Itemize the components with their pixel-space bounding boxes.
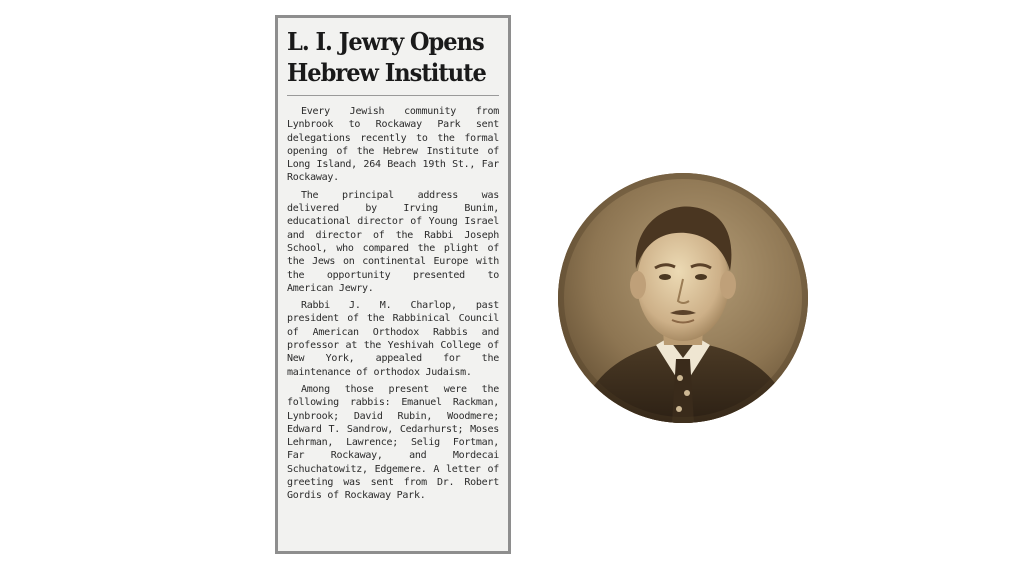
portrait-photo: [558, 173, 808, 423]
clipping-paragraph-3: Rabbi J. M. Charlop, past president of the Rabbinical Council of American Orthodox Rabbis and professor at the Yeshivah College of New York, appealed for the maintenance of orthodox Judaism.: [287, 300, 499, 378]
clipping-paragraph-2: The principal address was delivered by Irving Bunim, educational director of Young Israel and director of the Rabbi Joseph School, who compared the plight of the Jews on continental Europe with the opportunity presented to American Jewry.: [287, 189, 499, 294]
headline-divider: [287, 95, 499, 96]
newspaper-clipping: [275, 15, 511, 554]
portrait-illustration: [558, 173, 808, 423]
clipping-body: [287, 105, 499, 503]
clipping-paragraph-1: Every Jewish community from Lynbrook to Rockaway Park sent delegations recently to the formal opening of the Hebrew Institute of Long Island, 264 Beach 19th St., Far Rockaway.: [287, 106, 499, 184]
right-eye: [695, 274, 707, 280]
right-ear: [720, 271, 736, 299]
tie-pattern-dot: [676, 406, 682, 412]
headline-line-1: L. I. Jewry Opens: [287, 27, 484, 56]
clipping-headline: [287, 26, 505, 88]
left-ear: [630, 271, 646, 299]
left-eye: [659, 274, 671, 280]
clipping-paragraph-4: Among those present were the following rabbis: Emanuel Rackman, Lynbrook; David Rubin, Woodmere; Edward T. Sandrow, Cedarhurst; Moses Lehrman, Lawrence; Selig Fortman, Far Rockaway, and Mordecai Schuchatowitz, Edgemere. A letter of greeting was sent from Dr. Robert Gordis of Rockaway Park.: [287, 383, 499, 502]
tie-pattern-dot: [684, 390, 690, 396]
tie-pattern-dot: [677, 375, 683, 381]
headline-line-2: Hebrew Institute: [287, 58, 486, 87]
